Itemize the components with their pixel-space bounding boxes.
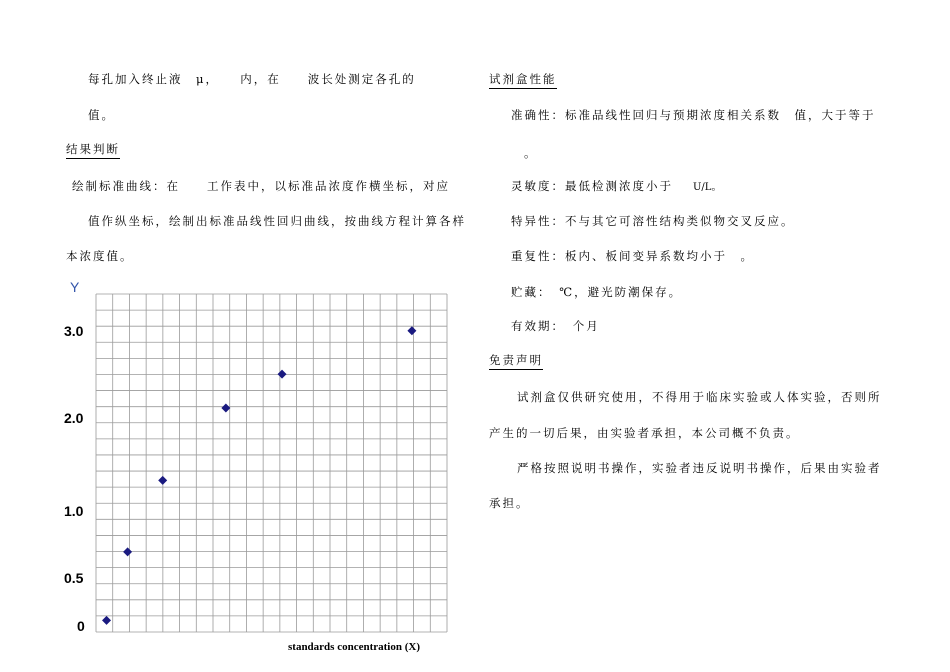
result-para-line-3: 本浓度值。 [66, 249, 134, 263]
chart-grid [96, 294, 447, 632]
instruction-line-2: 值。 [88, 108, 115, 122]
data-point-marker [278, 370, 287, 379]
data-point-marker [221, 403, 230, 412]
result-para-line-1: 绘制标准曲线：在 工作表中，以标准品浓度作横坐标，对应 [72, 179, 450, 193]
specificity-text: 特异性：不与其它可溶性结构类似物交叉反应。 [511, 214, 795, 228]
validity-text: 有效期： 个月 [511, 319, 600, 333]
data-point-marker [123, 547, 132, 556]
storage-text: 贮藏： ℃，避光防潮保存。 [511, 285, 683, 299]
y-tick-label: 0.5 [64, 570, 84, 586]
data-point-marker [102, 616, 111, 625]
result-heading: 结果判断 [66, 142, 120, 159]
data-point-marker [407, 326, 416, 335]
disclaimer-heading: 免责声明 [489, 353, 543, 370]
x-axis-label: standards concentration (X) [288, 641, 420, 653]
sensitivity-text: 灵敏度：最低检测浓度小于 U/L。 [511, 179, 722, 193]
instruction-notice-line-2: 承担。 [489, 496, 530, 510]
disclaimer-line-2: 产生的一切后果，由实验者承担，本公司概不负责。 [489, 426, 800, 440]
data-point-marker [158, 476, 167, 485]
chart-points [102, 326, 416, 625]
y-tick-label: 0 [77, 618, 85, 634]
y-axis-letter: Y [70, 279, 80, 295]
kit-performance-heading: 试剂盒性能 [489, 72, 557, 89]
accuracy-text: 准确性：标准品线性回归与预期浓度相关系数 值，大于等于 [511, 108, 876, 122]
result-para-line-2: 值作纵坐标，绘制出标准品线性回归曲线，按曲线方程计算各样 [88, 214, 466, 228]
y-tick-label: 2.0 [64, 410, 84, 426]
disclaimer-line-1: 试剂盒仅供研究使用，不得用于临床实验或人体实验，否则所 [517, 390, 882, 404]
repeatability-text: 重复性：板内、板间变异系数均小于 。 [511, 249, 754, 263]
y-tick-label: 1.0 [64, 503, 84, 519]
y-tick-label: 3.0 [64, 323, 84, 339]
accuracy-text-cont: 。 [524, 146, 538, 160]
instruction-notice-line-1: 严格按照说明书操作，实验者违反说明书操作，后果由实验者 [517, 461, 882, 475]
instruction-line-1: 每孔加入终止液 μ， 内，在 波长处测定各孔的 [88, 72, 416, 86]
